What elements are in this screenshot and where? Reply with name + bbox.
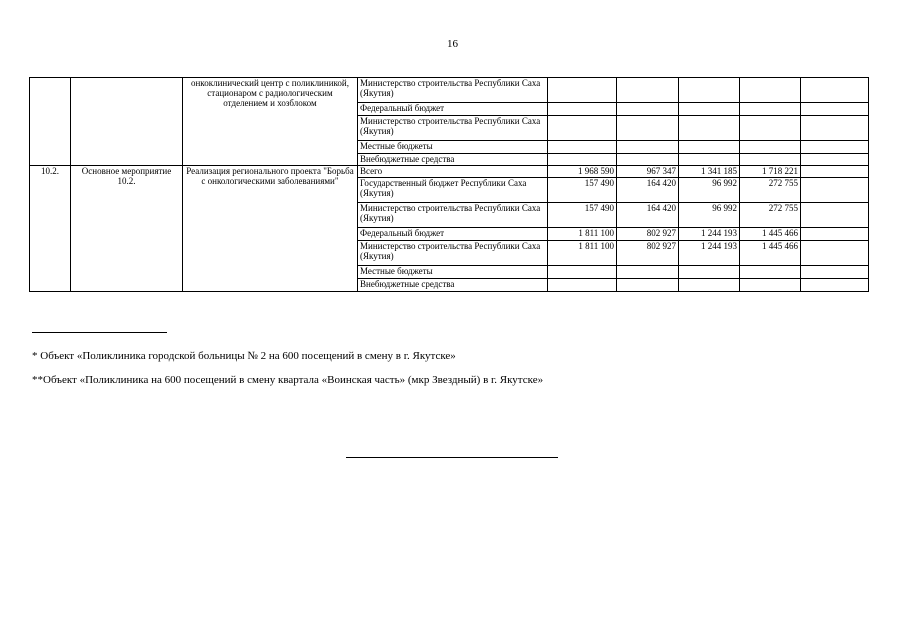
footnote-2: **Объект «Поликлиника на 600 посещений в смену квартала «Воинская часть» (мкр Звездный) в г. Якутске» (32, 374, 544, 386)
value-cell: 272 755 (740, 178, 801, 203)
value-cell: 1 968 590 (548, 166, 617, 178)
value-cell: 1 445 466 (740, 241, 801, 266)
value-cell: 96 992 (679, 203, 740, 228)
funding-source: Федеральный бюджет (358, 103, 548, 116)
value-cell: 1 244 193 (679, 241, 740, 266)
funding-source: Внебюджетные средства (358, 279, 548, 292)
value-cell: 802 927 (617, 228, 679, 241)
budget-table (29, 77, 869, 292)
funding-source: Министерство строительства Республики Саха (Якутия) (358, 78, 548, 103)
footnote-1: * Объект «Поликлиника городской больницы № 2 на 600 посещений в смену в г. Якутске» (32, 350, 456, 362)
value-cell: 164 420 (617, 178, 679, 203)
value-cell (801, 228, 869, 241)
value-cell: 1 445 466 (740, 228, 801, 241)
number-cell (30, 78, 71, 166)
value-cell: 967 347 (617, 166, 679, 178)
type-cell (71, 78, 183, 166)
object-cell: онкоклинический центр с поликлиникой, стационаром с радиологическим отделением и хозблоком (183, 78, 358, 166)
funding-source: Федеральный бюджет (358, 228, 548, 241)
value-cell (679, 78, 740, 103)
funding-source: Местные бюджеты (358, 141, 548, 154)
end-of-document-rule (346, 457, 558, 458)
page-number: 16 (447, 38, 458, 50)
value-cell: 1 718 221 (740, 166, 801, 178)
type-cell: Основное мероприятие 10.2. (71, 166, 183, 292)
funding-source: Внебюджетные средства (358, 154, 548, 166)
value-cell: 96 992 (679, 178, 740, 203)
funding-source: Государственный бюджет Республики Саха (Якутия) (358, 178, 548, 203)
table-row (30, 78, 869, 103)
value-cell: 802 927 (617, 241, 679, 266)
funding-source: Министерство строительства Республики Саха (Якутия) (358, 203, 548, 228)
value-cell (548, 78, 617, 103)
value-cell (801, 166, 869, 178)
value-cell: 157 490 (548, 203, 617, 228)
value-cell (801, 178, 869, 203)
footnote-separator (32, 332, 167, 333)
funding-source: Местные бюджеты (358, 266, 548, 279)
activity-name-cell: Реализация регионального проекта "Борьба с онкологическими заболеваниями" (183, 166, 358, 292)
value-cell (801, 78, 869, 103)
table-row (30, 166, 869, 178)
value-cell (801, 241, 869, 266)
number-cell: 10.2. (30, 166, 71, 292)
funding-source: Министерство строительства Республики Саха (Якутия) (358, 116, 548, 141)
value-cell: 1 244 193 (679, 228, 740, 241)
funding-source: Всего (358, 166, 548, 178)
funding-source: Министерство строительства Республики Саха (Якутия) (358, 241, 548, 266)
value-cell (740, 78, 801, 103)
value-cell: 272 755 (740, 203, 801, 228)
value-cell: 1 811 100 (548, 241, 617, 266)
value-cell: 157 490 (548, 178, 617, 203)
value-cell (801, 203, 869, 228)
value-cell: 1 341 185 (679, 166, 740, 178)
value-cell: 164 420 (617, 203, 679, 228)
value-cell (617, 78, 679, 103)
value-cell: 1 811 100 (548, 228, 617, 241)
